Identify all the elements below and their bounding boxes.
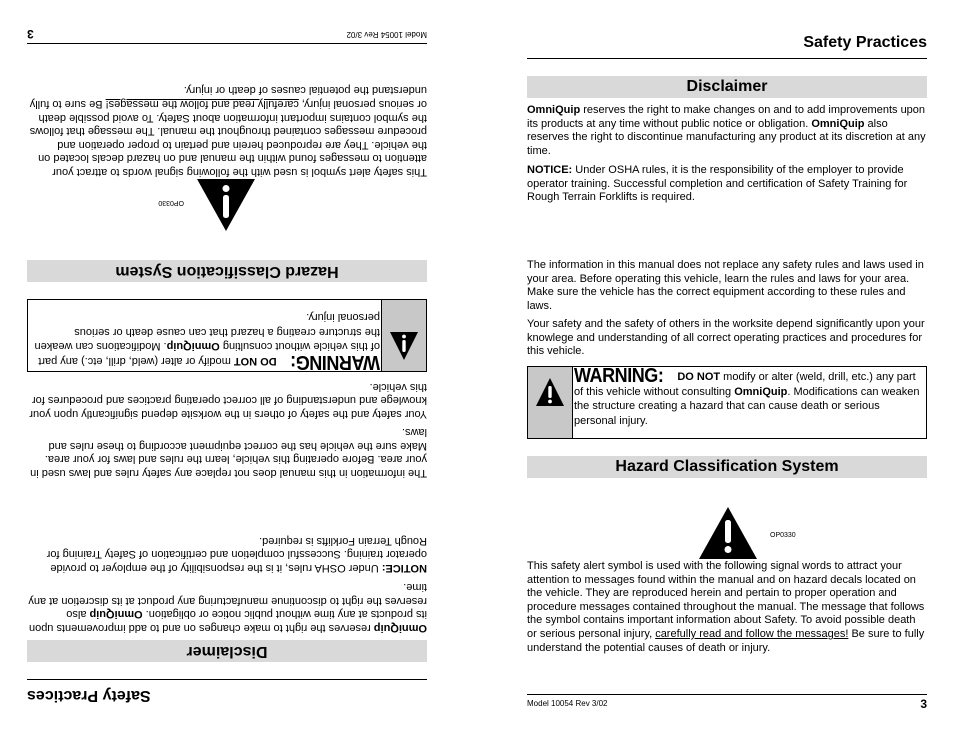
hazard-text-b: Be sure to fully understand the potential causes of death or injury.	[29, 84, 427, 111]
warning-box	[527, 366, 927, 439]
section-title: Safety Practices	[803, 34, 927, 51]
page-number: 3	[920, 697, 927, 711]
warning-icon-cell	[528, 367, 573, 438]
warning-icon-cell	[381, 300, 426, 371]
notice-text: Under OSHA rules, it is the responsibility of the employer to provide operator training. Successful completion and certification of Safety Training for Rough Terrain Forklifts is required.	[46, 534, 427, 574]
notice-label: NOTICE:	[527, 164, 573, 176]
rules-paragraph: The information in this manual does not replace any safety rules and laws used in your area. Before operating this vehicle, learn the rules and laws for your area. Make sure the vehicle has the correct equipment according to these rules and laws.	[527, 259, 924, 312]
hazard-underlined-text: carefully read and follow the messages!	[655, 627, 849, 640]
warning-text	[34, 310, 380, 373]
top-rule	[27, 679, 427, 680]
brand-name: OmniQuip	[734, 385, 788, 398]
do-not: DO NOT	[677, 371, 721, 383]
warning-box	[27, 299, 427, 372]
page	[477, 0, 954, 738]
hazard-text-a: This safety alert symbol is used with the following signal words to attract your attention to messages found within the manual and on hazard decals located on the vehicle. They are reproduced herein and pertain to proper operation and procedure messages contained throughout the manual. The message that follows the symbol contains important information about Safety. To avoid possible death or serious personal injury,	[29, 98, 427, 178]
warning-signal-word: WARNING:	[290, 351, 380, 373]
brand-name: OmniQuip	[373, 622, 427, 634]
hazard-heading: Hazard Classification System	[27, 260, 427, 282]
symbol-code: OP0330	[158, 199, 184, 206]
hazard-heading: Hazard Classification System	[527, 456, 927, 478]
symbol-code: OP0330	[770, 532, 796, 539]
brand-name: OmniQuip	[166, 340, 220, 353]
hazard-underlined-text: carefully read and follow the messages!	[105, 98, 299, 111]
top-rule	[527, 58, 927, 59]
disclaimer-text-a: reserves the right to make changes on and to add improvements upon its products at any time without public notice or obligation.	[527, 104, 926, 130]
disclaimer-heading: Disclaimer	[527, 76, 927, 98]
warning-signal-word: WARNING:	[574, 365, 664, 387]
warning-text-a: modify or alter (weld, drill, etc.) any part of this vehicle without consulting	[574, 371, 916, 398]
footer-model: Model 10054 Rev 3/02	[527, 699, 608, 708]
disclaimer-text-b: also reserves the right to discontinue manufacturing any product at its discretion at any time.	[527, 117, 926, 157]
rules-paragraph: The information in this manual does not replace any safety rules and laws used in your area. Before operating this vehicle, learn the rules and laws for your area. Make sure the vehicle has the correct equipment according to these rules and laws.	[30, 426, 427, 479]
hazard-text-b: Be sure to fully understand the potential causes of death or injury.	[527, 627, 925, 654]
bottom-rule	[27, 43, 427, 44]
warning-text-b: . Modifications can weaken the structure creating a hazard that can cause death or serious personal injury.	[574, 385, 920, 427]
safety-alert-symbol-icon	[196, 178, 256, 232]
safety-paragraph: Your safety and the safety of others in the worksite depend significantly upon your knowlege and understanding of all correct operating practices and procedures for this vehicle.	[29, 380, 427, 420]
disclaimer-heading: Disclaimer	[27, 640, 427, 662]
brand-name: OmniQuip	[811, 117, 865, 130]
page-number: 3	[27, 27, 34, 41]
hazard-paragraph	[527, 560, 927, 655]
warning-text-b: . Modifications can weaken the structure creating a hazard that can cause death or serious personal injury.	[34, 311, 380, 353]
safety-paragraph: Your safety and the safety of others in the worksite depend significantly upon your knowlege and understanding of all correct operating practices and procedures for this vehicle.	[527, 318, 925, 358]
bottom-rule	[527, 694, 927, 695]
disclaimer-text-b: also reserves the right to discontinue manufacturing any product at its discretion at any time.	[28, 581, 427, 621]
footer-model: Model 10054 Rev 3/02	[346, 30, 427, 39]
exclamation-triangle-icon	[535, 377, 565, 407]
brand-name: OmniQuip	[527, 104, 581, 116]
warning-text	[574, 365, 920, 428]
disclaimer-paragraph	[527, 104, 927, 158]
warning-text-a: modify or alter (weld, drill, etc.) any part of this vehicle without consulting	[38, 340, 380, 367]
disclaimer-paragraph	[27, 580, 427, 634]
hazard-paragraph	[27, 83, 427, 178]
brand-name: OmniQuip	[89, 608, 143, 621]
notice-label: NOTICE:	[381, 562, 427, 574]
safety-alert-symbol-icon	[698, 506, 758, 560]
section-title: Safety Practices	[27, 687, 151, 704]
notice-text: Under OSHA rules, it is the responsibility of the employer to provide operator training. Successful completion and certification of Safety Training for Rough Terrain Forklifts is required.	[527, 164, 908, 204]
exclamation-triangle-icon	[389, 331, 419, 361]
notice-paragraph	[27, 533, 427, 574]
notice-paragraph	[527, 164, 927, 205]
disclaimer-text-a: reserves the right to make changes on and to add improvements upon its products at any time without public notice or obligation.	[28, 608, 427, 634]
do-not: DO NOT	[233, 355, 277, 367]
hazard-text-a: This safety alert symbol is used with the following signal words to attract your attention to messages found within the manual and on hazard decals located on the vehicle. They are reproduced herein and pertain to proper operation and procedure messages contained throughout the manual. The message that follows the symbol contains important information about Safety. To avoid possible death or serious personal injury,	[527, 560, 925, 640]
